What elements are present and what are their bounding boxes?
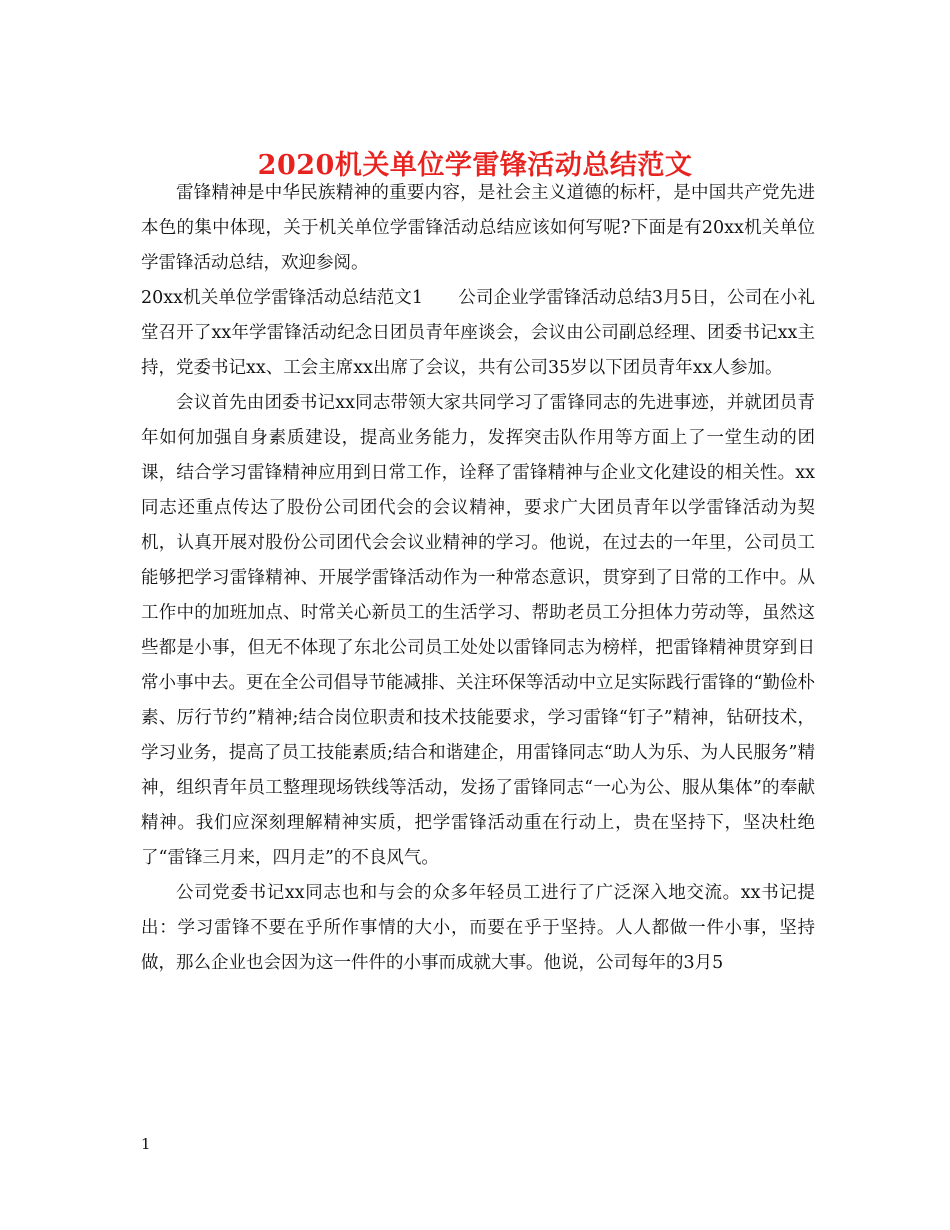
page-number: 1 [141,1135,151,1153]
document-title: 2020机关单位学雷锋活动总结范文 [257,150,693,182]
discussion-paragraph: 公司党委书记xx同志也和与会的众多年轻员工进行了广泛深入地交流。xx书记提出：学习雷锋不要在乎所作事情的大小，而要在乎于坚持。人人都做一件小事，坚持做，那么企业也会因为这一件件的小事而成就大事。他说，公司每年的3月5 [141,883,815,973]
intro-paragraph: 雷锋精神是中华民族精神的重要内容，是社会主义道德的标杆，是中国共产党先进本色的集中体现，关于机关单位学雷锋活动总结应该如何写呢?下面是有20xx机关单位学雷锋活动总结，欢迎参阅。 [141,183,815,273]
section-paragraph: 20xx机关单位学雷锋活动总结范文1 公司企业学雷锋活动总结3月5日，公司在小礼堂召开了xx年学雷锋活动纪念日团员青年座谈会，会议由公司副总经理、团委书记xx主持，党委书记xx、工会主席xx出席了会议，共有公司35岁以下团员青年xx人参加。 [141,288,815,378]
meeting-paragraph: 会议首先由团委书记xx同志带领大家共同学习了雷锋同志的先进事迹，并就团员青年如何加强自身素质建设，提高业务能力，发挥突击队作用等方面上了一堂生动的团课，结合学习雷锋精神应用到日常工作，诠释了雷锋精神与企业文化建设的相关性。xx同志还重点传达了股份公司团代会的会议精神，要求广大团员青年以学雷锋活动为契机，认真开展对股份公司团代会会议业精神的学习。他说，在过去的一年里，公司员工能够把学习雷锋精神、开展学雷锋活动作为一种常态意识，贯穿到了日常的工作中。从工作中的加班加点、时常关心新员工的生活学习、帮助老员工分担体力劳动等，虽然这些都是小事，但无不体现了东北公司员工处处以雷锋同志为榜样，把雷锋精神贯穿到日常小事中去。更在全公司倡导节能减排、关注环保等活动中立足实际践行雷锋的“勤俭朴素、厉行节约”精神;结合岗位职责和技术技能要求，学习雷锋“钉子”精神，钻研技术，学习业务，提高了员工技能素质;结合和谐建企，用雷锋同志“助人为乐、为人民服务”精神，组织青年员工整理现场铁线等活动，发扬了雷锋同志“一心为公、服从集体”的奉献精神。我们应深刻理解精神实质，把学雷锋活动重在行动上，贵在坚持下，坚决杜绝了“雷锋三月来，四月走”的不良风气。 [141,393,815,868]
document-body [141,176,815,981]
